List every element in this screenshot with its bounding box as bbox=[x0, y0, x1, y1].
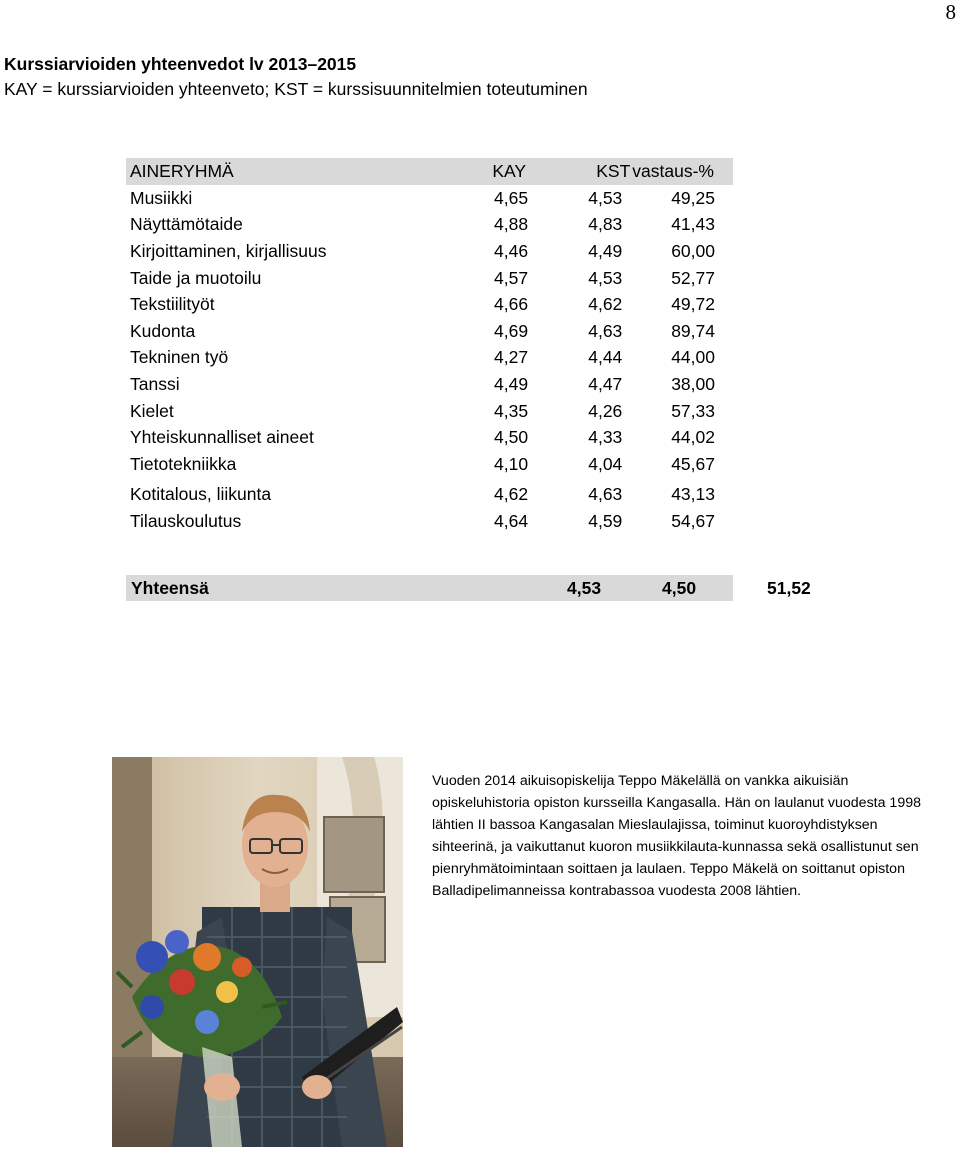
cell-aineryhma: Kotitalous, liikunta bbox=[130, 484, 272, 505]
total-label: Yhteensä bbox=[131, 578, 209, 598]
total-vastaus: 51,52 bbox=[767, 578, 811, 598]
header-vastaus: vastaus-% bbox=[632, 158, 733, 185]
cell-vastaus: 41,43 bbox=[671, 214, 715, 235]
cell-vastaus: 49,72 bbox=[671, 294, 715, 315]
table-row bbox=[126, 291, 733, 318]
table-row bbox=[126, 264, 733, 291]
table-row bbox=[126, 238, 733, 265]
table-row bbox=[126, 508, 733, 535]
total-kay: 4,53 bbox=[567, 578, 602, 598]
cell-kay: 4,64 bbox=[494, 511, 529, 532]
table-row bbox=[126, 344, 733, 371]
cell-kay: 4,62 bbox=[494, 484, 529, 505]
table-row bbox=[126, 185, 733, 212]
cell-kst: 4,49 bbox=[588, 241, 623, 262]
header-kay: KAY bbox=[432, 158, 538, 185]
cell-aineryhma: Kirjoittaminen, kirjallisuus bbox=[130, 241, 327, 262]
table-row bbox=[126, 211, 733, 238]
cell-kay: 4,66 bbox=[494, 294, 529, 315]
cell-kst: 4,59 bbox=[588, 511, 623, 532]
cell-vastaus: 52,77 bbox=[671, 267, 715, 288]
cell-kay: 4,65 bbox=[494, 187, 529, 208]
cell-aineryhma: Musiikki bbox=[130, 187, 193, 208]
cell-aineryhma: Tekstiilityöt bbox=[130, 294, 215, 315]
cell-aineryhma: Kielet bbox=[130, 400, 174, 421]
page-number: 8 bbox=[945, 0, 956, 24]
table-row bbox=[126, 481, 733, 508]
cell-kay: 4,50 bbox=[494, 427, 529, 448]
header-kst: KST bbox=[538, 158, 632, 185]
table-row bbox=[126, 397, 733, 424]
cell-vastaus: 60,00 bbox=[671, 241, 715, 262]
cell-vastaus: 54,67 bbox=[671, 511, 715, 532]
page-title: Kurssiarvioiden yhteenvedot lv 2013–2015 bbox=[4, 54, 357, 74]
cell-aineryhma: Tilauskoulutus bbox=[130, 511, 242, 532]
cell-aineryhma: Tekninen työ bbox=[130, 347, 229, 368]
cell-vastaus: 57,33 bbox=[671, 400, 715, 421]
table-row bbox=[126, 451, 733, 478]
cell-kst: 4,62 bbox=[588, 294, 623, 315]
total-row bbox=[126, 575, 811, 601]
cell-vastaus: 44,00 bbox=[671, 347, 715, 368]
cell-kay: 4,88 bbox=[494, 214, 529, 235]
cell-aineryhma: Yhteiskunnalliset aineet bbox=[130, 427, 314, 448]
cell-vastaus: 45,67 bbox=[671, 453, 715, 474]
cell-kay: 4,27 bbox=[494, 347, 529, 368]
table-row bbox=[126, 424, 733, 451]
cell-vastaus: 43,13 bbox=[671, 484, 715, 505]
cell-kst: 4,47 bbox=[588, 374, 623, 395]
cell-aineryhma: Taide ja muotoilu bbox=[130, 267, 262, 288]
cell-aineryhma: Kudonta bbox=[130, 320, 196, 341]
cell-kst: 4,63 bbox=[588, 320, 623, 341]
table-row bbox=[126, 371, 733, 398]
cell-kay: 4,46 bbox=[494, 241, 529, 262]
total-kst: 4,50 bbox=[662, 578, 697, 598]
cell-kst: 4,26 bbox=[588, 400, 623, 421]
cell-vastaus: 38,00 bbox=[671, 374, 715, 395]
table-header-row bbox=[126, 158, 733, 185]
cell-kst: 4,33 bbox=[588, 427, 623, 448]
cell-kst: 4,53 bbox=[588, 187, 623, 208]
cell-kst: 4,83 bbox=[588, 214, 623, 235]
cell-kst: 4,53 bbox=[588, 267, 623, 288]
cell-kay: 4,49 bbox=[494, 374, 529, 395]
portrait-photo bbox=[112, 757, 403, 1147]
page-subtitle: KAY = kurssiarvioiden yhteenveto; KST = kurssisuunnitelmien toteutuminen bbox=[4, 79, 588, 99]
table-row bbox=[126, 318, 733, 345]
header-aineryhma: AINERYHMÄ bbox=[126, 158, 432, 185]
cell-kst: 4,04 bbox=[588, 453, 623, 474]
cell-aineryhma: Näyttämötaide bbox=[130, 214, 243, 235]
cell-vastaus: 49,25 bbox=[671, 187, 715, 208]
photo-caption: Vuoden 2014 aikuisopiskelija Teppo Mäkelällä on vankka aikuisiän opiskeluhistoria opiston kursseilla Kangasalla. Hän on laulanut vuodesta 1998 lähtien II bassoa Kangasalan Mieslaulajissa, toiminut kuoroyhdistyksen sihteerinä, ja vaikuttanut kuoron musiikkilauta-kunnassa sekä osallistunut sen pienryhmätoimintaan soittaen ja laulaen. Teppo Mäkelä on soittanut opiston Balladipelimanneissa kontrabassoa vuodesta 2008 lähtien. bbox=[432, 773, 921, 899]
cell-kay: 4,69 bbox=[494, 320, 529, 341]
cell-kst: 4,63 bbox=[588, 484, 623, 505]
cell-vastaus: 89,74 bbox=[671, 320, 715, 341]
cell-aineryhma: Tietotekniikka bbox=[130, 453, 237, 474]
cell-kay: 4,35 bbox=[494, 400, 529, 421]
cell-vastaus: 44,02 bbox=[671, 427, 715, 448]
cell-kay: 4,10 bbox=[494, 453, 529, 474]
summary-table bbox=[126, 158, 733, 534]
cell-aineryhma: Tanssi bbox=[130, 374, 180, 395]
cell-kay: 4,57 bbox=[494, 267, 529, 288]
cell-kst: 4,44 bbox=[588, 347, 623, 368]
